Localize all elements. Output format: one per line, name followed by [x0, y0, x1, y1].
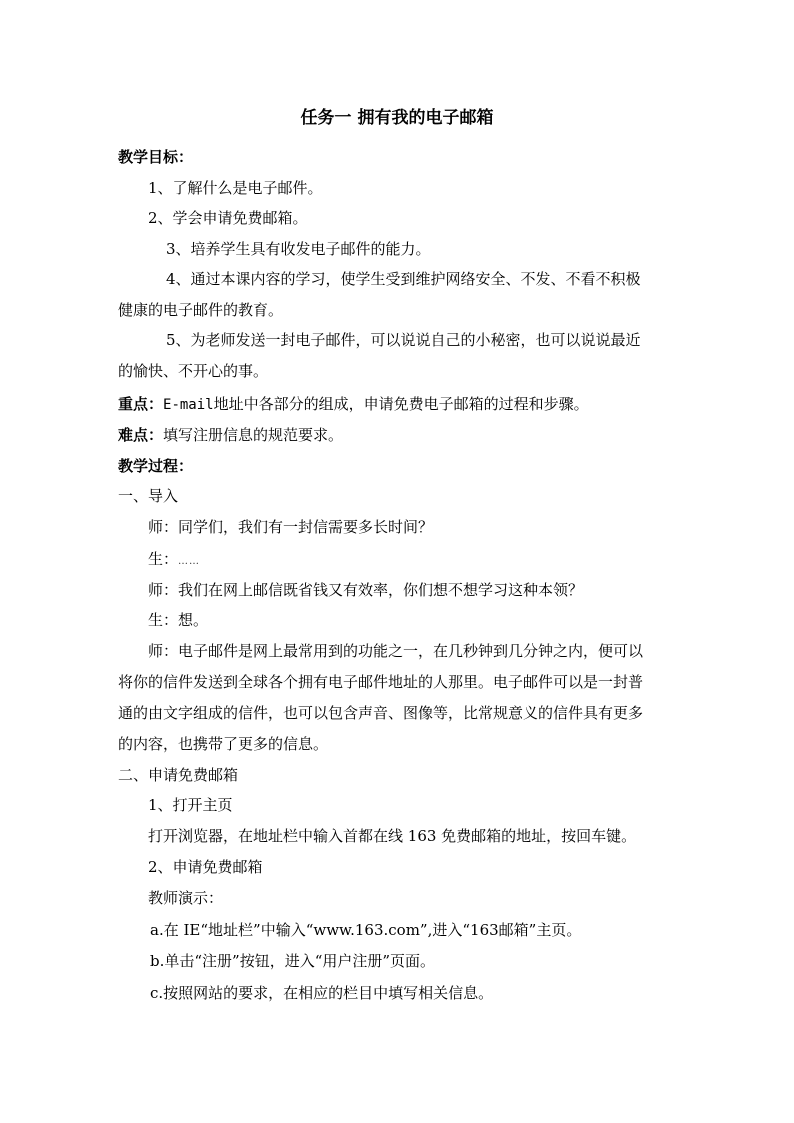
dialogue-line-3: 师：我们在网上邮信既省钱又有效率，你们想不想学习这种本领？	[148, 581, 584, 599]
step1-heading: 1、打开主页	[148, 796, 233, 814]
paragraph-line-2: 将你的信件发送到全球各个拥有电子邮件地址的人那里。电子邮件可以是一封普	[118, 673, 644, 691]
paragraph-line-1: 师：电子邮件是网上最常用到的功能之一，在几秒钟到几分钟之内，便可以	[148, 642, 644, 660]
key-point-label: 重点：	[118, 395, 164, 413]
ellipsis: ……	[178, 556, 201, 567]
objective-item-3: 3、培养学生具有收发电子邮件的能力。	[166, 240, 431, 258]
demo-item-b: b.单击“注册”按钮，进入“用户注册”页面。	[150, 952, 436, 970]
key-point	[118, 394, 589, 415]
step1-text: 打开浏览器，在地址栏中输入首都在线 163 免费邮箱的地址，按回车键。	[148, 827, 637, 845]
difficulty-label: 难点：	[118, 426, 164, 444]
demo-item-a: a.在 IE“地址栏”中输入“www.163.com”,进入“163邮箱”主页。	[150, 921, 582, 939]
objectives-heading: 教学目标：	[118, 148, 194, 166]
objective-item-5-cont: 的愉快、不开心的事。	[118, 362, 269, 380]
difficulty	[118, 425, 343, 445]
dialogue-line-2-speaker: 生：	[148, 550, 179, 568]
dialogue-line-4: 生：想。	[148, 611, 209, 629]
key-point-text: 地址中各部分的组成，申请免费电子邮箱的过程和步骤。	[213, 395, 589, 413]
objective-item-5: 5、为老师发送一封电子邮件，可以说说自己的小秘密，也可以说说最近	[166, 331, 641, 349]
dialogue-line-2	[148, 549, 200, 572]
objective-item-2: 2、学会申请免费邮箱。	[148, 209, 308, 227]
paragraph-line-3: 通的由文字组成的信件，也可以包含声音、图像等，比常规意义的信件具有更多	[118, 704, 644, 722]
demo-item-c: c.按照网站的要求，在相应的栏目中填写相关信息。	[150, 984, 494, 1002]
key-point-prefix: E-mail	[163, 397, 214, 413]
objective-item-1: 1、了解什么是电子邮件。	[148, 179, 323, 197]
paragraph-line-4: 的内容，也携带了更多的信息。	[118, 735, 329, 753]
difficulty-text: 填写注册信息的规范要求。	[163, 426, 344, 444]
section2-heading: 二、申请免费邮箱	[118, 766, 239, 784]
process-heading: 教学过程：	[118, 457, 194, 475]
objective-item-4: 4、通过本课内容的学习，使学生受到维护网络安全、不发、不看不积极	[166, 270, 641, 288]
objective-item-4-cont: 健康的电子邮件的教育。	[118, 301, 284, 319]
document-title: 任务一 拥有我的电子邮箱	[300, 108, 494, 128]
step2-heading: 2、申请免费邮箱	[148, 858, 263, 876]
section1-heading: 一、导入	[118, 487, 179, 505]
dialogue-line-1: 师：同学们，我们有一封信需要多长时间？	[148, 518, 434, 536]
demo-label: 教师演示：	[148, 889, 224, 907]
